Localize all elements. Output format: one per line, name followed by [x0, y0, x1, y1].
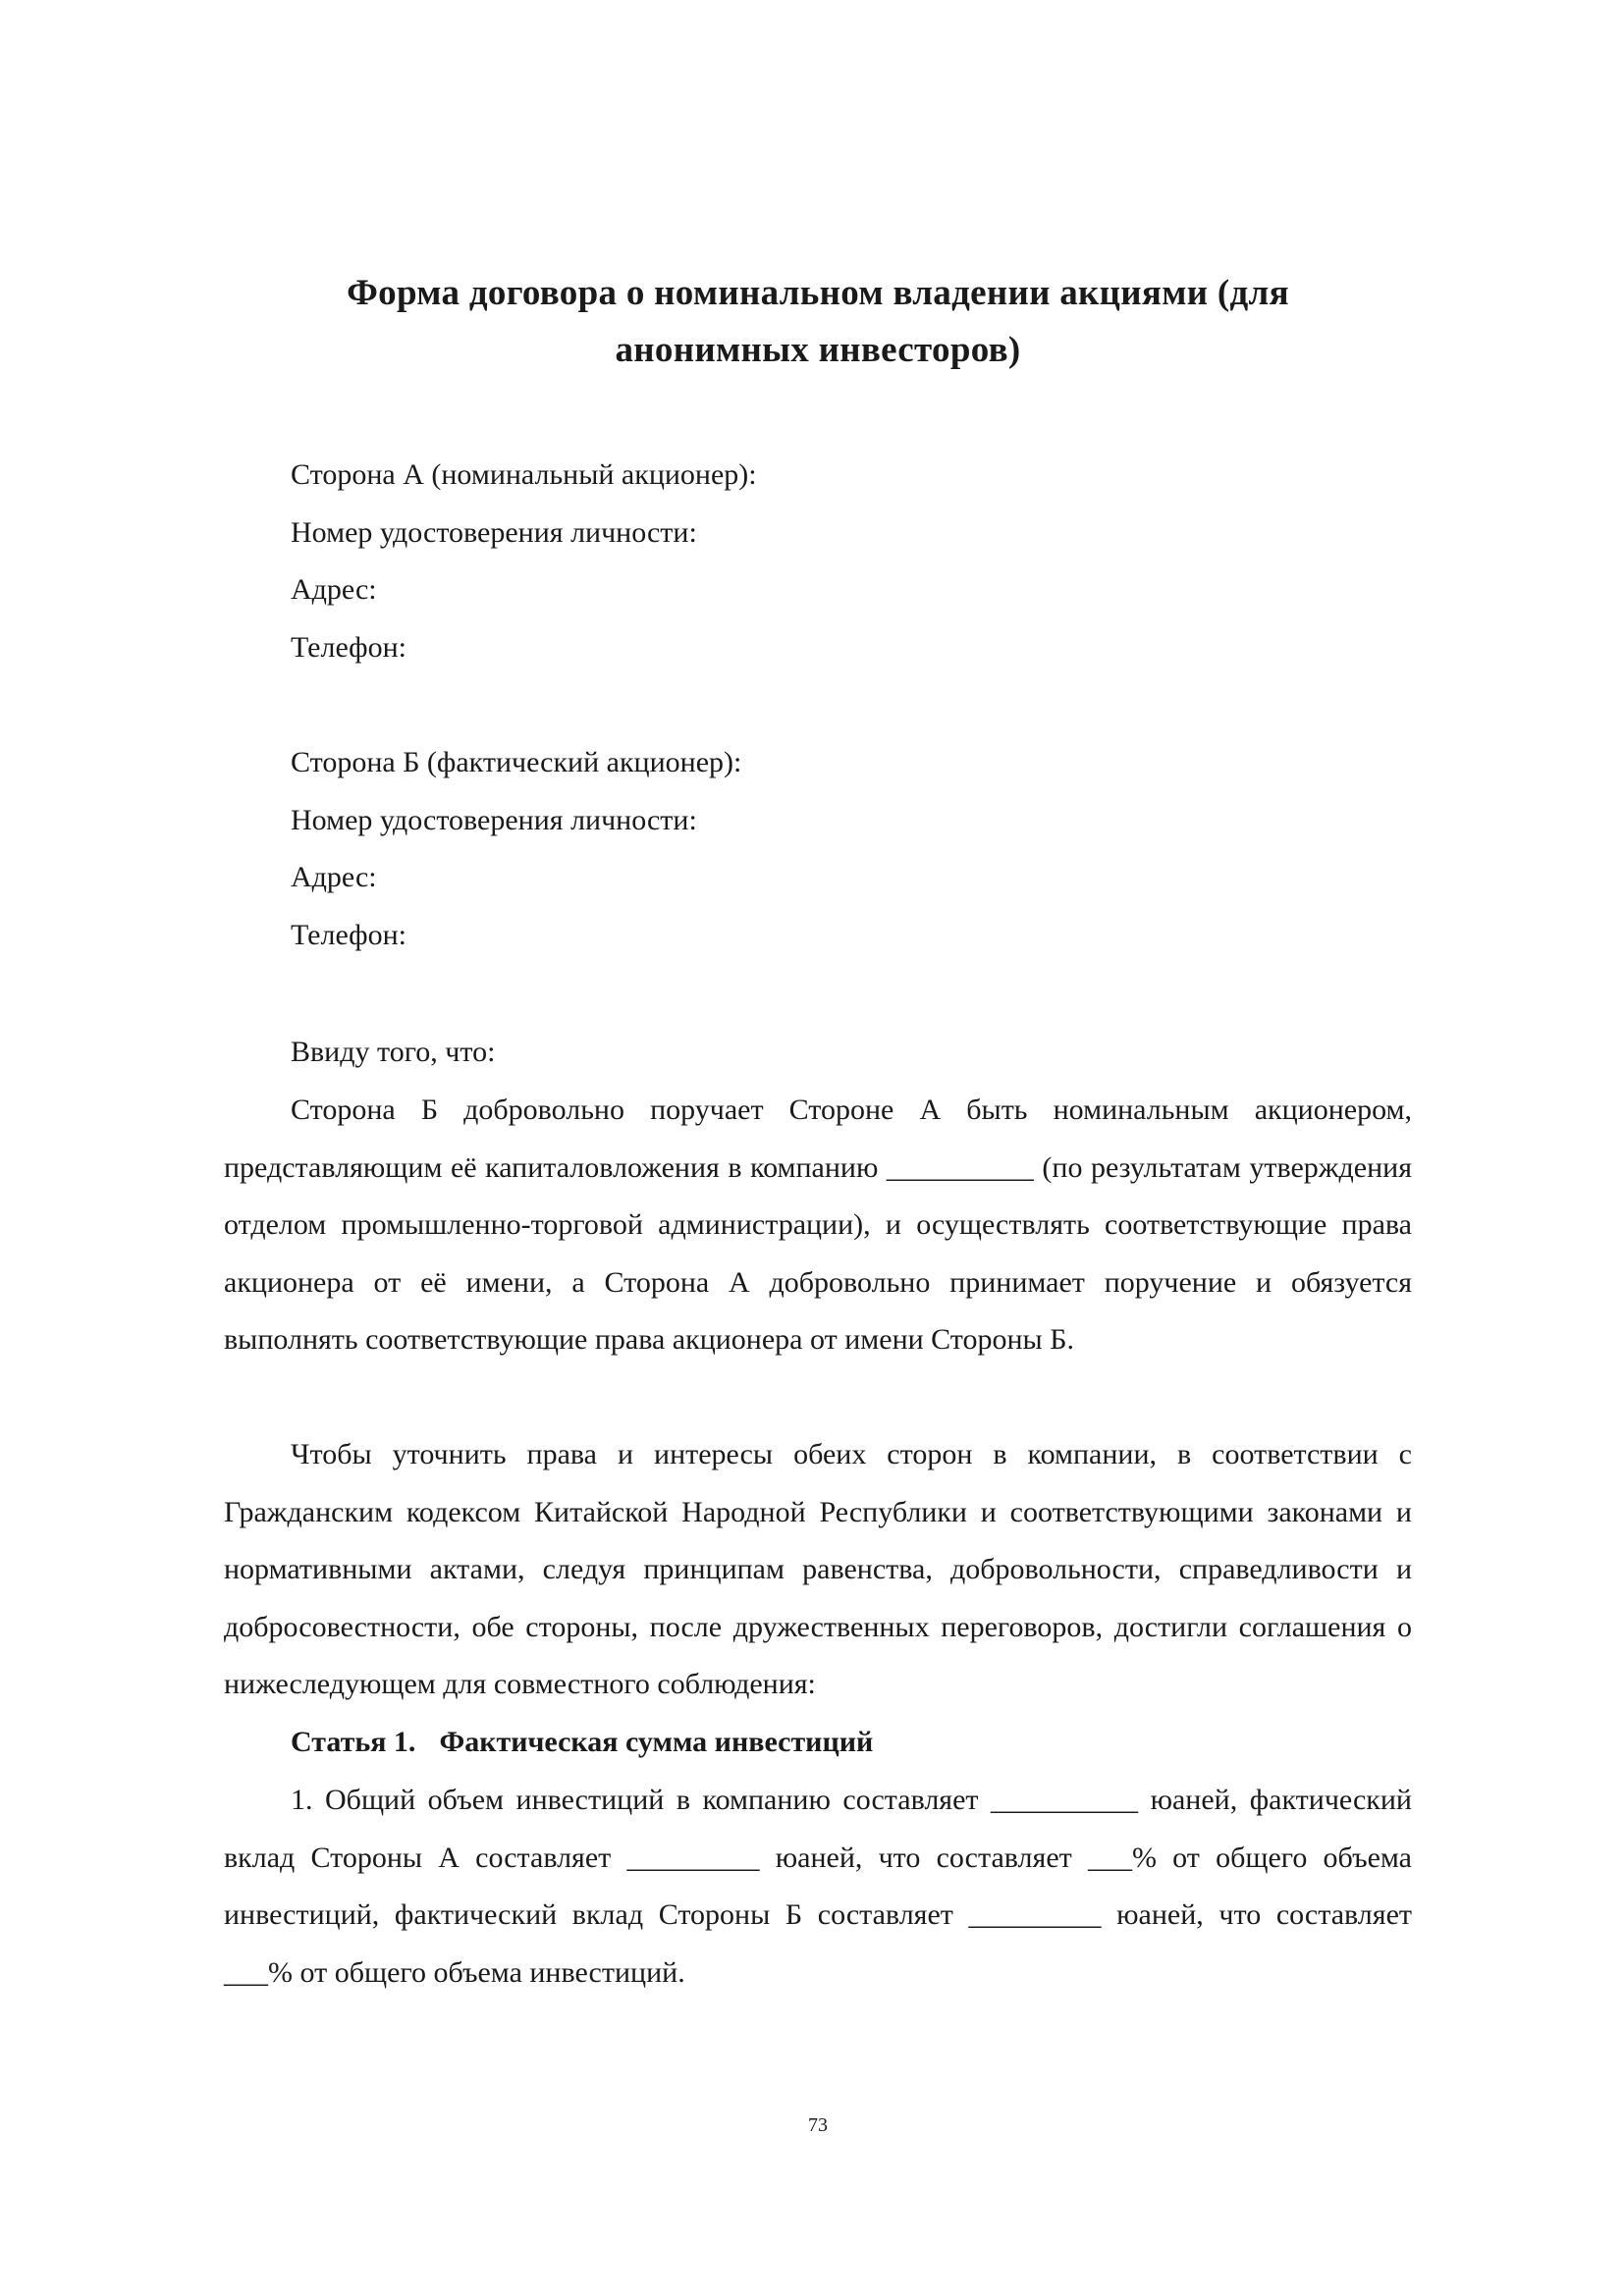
article-1-number: Статья 1.: [291, 1726, 416, 1758]
article-1-title: Фактическая сумма инвестиций: [439, 1726, 874, 1758]
party-a-id-label: Номер удостоверения личности:: [291, 515, 697, 549]
paragraph-agreement-basis: Чтобы уточнить права и интересы обеих сторон в компании, в соответствии с Гражданским кодексом Китайской Народной Республики и соответствующими законами и нормативными актами, следуя принципам равенства, добровольности, справедливости и добросовестности, обе стороны, после дружественных переговоров, достигли соглашения о нижеследующем для совместного соблюдения:: [224, 1438, 1412, 1701]
party-b-id-label: Номер удостоверения личности:: [291, 803, 697, 836]
party-a-block: [291, 447, 757, 676]
document-page: [224, 0, 1412, 2296]
party-b-address-label: Адрес:: [291, 861, 377, 893]
page-number: 73: [808, 2114, 828, 2136]
party-b-block: [291, 734, 741, 964]
party-a-address-label: Адрес:: [291, 573, 377, 606]
article-1-heading: [291, 1714, 873, 1772]
party-a-label: Сторона А (номинальный акционер):: [291, 458, 757, 491]
title-line-2: анонимных инвесторов): [615, 330, 1021, 370]
title-line-1: Форма договора о номинальном владении акциями (для: [347, 273, 1289, 313]
paragraph-entrustment: Сторона Б добровольно поручает Стороне А быть номинальным акционером, представляющим её капиталовложения в компанию __________ (по результатам утверждения отделом промышленно-торговой администрации), и осуществлять соответствующие права акционера от её имени, а Сторона А добровольно принимает поручение и обязуется выполнять соответствующие права акционера от имени Стороны Б.: [224, 1094, 1412, 1357]
whereas-heading: Ввиду того, что:: [291, 1036, 496, 1068]
party-b-label: Сторона Б (фактический акционер):: [291, 746, 742, 778]
document-title: [224, 265, 1412, 379]
party-a-phone-label: Телефон:: [291, 630, 406, 664]
paragraph-investment-amount: 1. Общий объем инвестиций в компанию составляет __________ юаней, фактический вклад Стороны А составляет _________ юаней, что составляет ___% от общего объема инвестиций, фактический вклад Стороны Б составляет _________ юаней, что составляет ___% от общего объема инвестиций.: [224, 1784, 1412, 1989]
party-b-phone-label: Телефон:: [291, 918, 406, 951]
